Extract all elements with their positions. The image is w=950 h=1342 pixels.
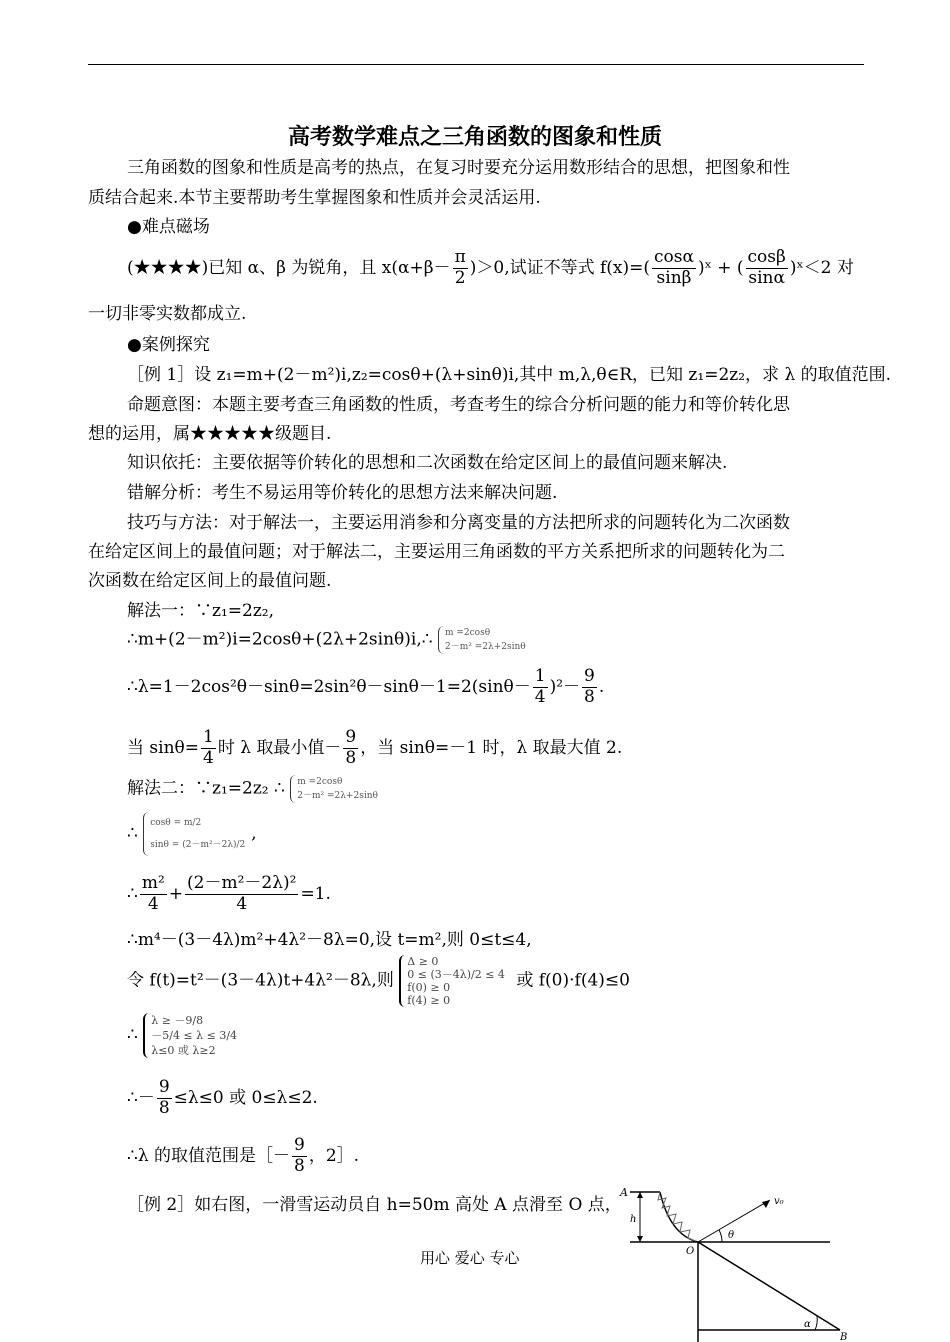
frac-num: 9 <box>158 1077 170 1098</box>
one-quarter <box>533 667 548 707</box>
solution-2-line-3: ∴ $\frac{\text{m²}}{4}$ + $\frac{\text{(2－m²－2λ)²}}{4}$ =1. <box>127 873 331 914</box>
solution-2-line-8 <box>127 1134 359 1178</box>
text: ，当 sinθ=－1 时，λ 取最大值 2. <box>360 738 623 758</box>
text: 或 f(0)·f(4)≤0 <box>516 970 630 991</box>
solution-2-line-6 <box>127 1013 243 1058</box>
equation-system <box>143 812 251 856</box>
solution-2-line-4: ∴m⁴－(3－4λ)m²+4λ²－8λ=0,设 t=m²,则 0≤t≤4, <box>127 930 532 950</box>
condition-system <box>143 1013 243 1058</box>
sys-row: f(0) ≥ 0 <box>407 981 451 994</box>
frac-den: 4 <box>147 894 159 914</box>
frac-num: cosα <box>654 247 694 268</box>
theta-arc <box>719 1230 722 1242</box>
frac-num: 1 <box>203 727 214 748</box>
solution-1-line-2 <box>127 626 532 654</box>
sys-row: m =2cosθ <box>444 628 491 638</box>
nine-eighths <box>292 1136 307 1176</box>
label-theta: θ <box>728 1230 735 1241</box>
frac-num: (2－m²－2λ)² <box>187 873 297 894</box>
sys-row: Δ ≥ 0 <box>407 955 439 968</box>
solution-2-line-2: ∴ cosθ = m/2 sinθ = (2－m²－2λ)/2, <box>127 812 257 856</box>
m2-over-4 <box>140 874 167 914</box>
problem-tail: 一切非零实数都成立. <box>88 304 247 324</box>
frac-den: 4 <box>534 687 546 707</box>
arrow-head <box>637 1236 643 1242</box>
frac-num: 9 <box>294 1135 305 1156</box>
problem-statement <box>127 246 854 290</box>
landing-slope <box>698 1242 840 1330</box>
header-rule <box>88 64 864 65</box>
intro-line-2: 质结合起来.本节主要帮助考生掌握图象和性质并会灵活运用. <box>88 188 541 208</box>
nine-eighths <box>157 1078 172 1118</box>
sys-row: 2－m² =2λ+2sinθ <box>444 642 526 652</box>
frac-den: 8 <box>584 687 595 707</box>
example-1: ［例 1］设 z₁=m+(2－m²)i,z₂=cosθ+(λ+sinθ)i,其中 m,λ,θ∈R，已知 z₁=2z₂，求 λ 的取值范围. <box>127 365 892 385</box>
frac-num: 9 <box>584 666 595 687</box>
lambda-expression-b: )²－ <box>549 677 581 697</box>
text: ∴－ <box>127 1088 155 1108</box>
text: ，2］. <box>308 1146 360 1166</box>
page-title: 高考数学难点之三角函数的图象和性质 <box>287 124 662 150</box>
cos-alpha-over-sin-beta <box>652 248 696 288</box>
sys-row: λ ≥ －9/8 <box>151 1014 204 1027</box>
section-heading-difficulty: ●难点磁场 <box>127 217 210 237</box>
alpha-arc <box>815 1316 817 1330</box>
label-alpha: α <box>804 1319 811 1330</box>
problem-text-c: )ˣ + ( <box>698 258 744 278</box>
solution-1-text: ∴m+(2－m²)i=2cosθ+(2λ+2sinθ)i,∴ <box>127 629 433 650</box>
slope-hatching <box>658 1192 698 1242</box>
text: ≤λ≤0 或 0≤λ≤2. <box>173 1088 318 1108</box>
label-v0: v₀ <box>774 1196 784 1207</box>
solution-2-line-7 <box>127 1076 318 1120</box>
frac-den: sinα <box>748 268 785 288</box>
problem-text-d: )ˣ＜2 对 <box>789 258 854 278</box>
label-O: O <box>686 1246 695 1257</box>
text: 当 sinθ= <box>127 738 199 758</box>
text: 时 λ 取最小值－ <box>217 738 342 758</box>
example-2: ［例 2］如右图，一滑雪运动员自 h=50m 高处 A 点滑至 O 点， <box>127 1195 622 1215</box>
frac-den: 2 <box>454 268 466 288</box>
frac-num: cosβ <box>747 247 786 268</box>
sys-row: m =2cosθ <box>297 777 343 787</box>
problem-text-a: (★★★★)已知 α、β 为锐角，且 x(α+β－ <box>127 258 451 278</box>
frac-den: sinβ <box>656 268 692 288</box>
condition-system <box>399 955 511 1007</box>
frac-num: π <box>454 247 466 268</box>
intent-line-1: 命题意图：本题主要考查三角函数的性质，考查考生的综合分析问题的能力和等价转化思 <box>127 395 790 415</box>
solution-2-line-5 <box>127 955 630 1007</box>
expr-over-4 <box>185 874 298 914</box>
therefore: ∴ <box>127 823 138 844</box>
solution-1-line-1: 解法一：∵z₁=2z₂, <box>127 601 275 621</box>
lambda-expression: ∴λ=1－2cos²θ－sinθ=2sin²θ－sinθ－1=2(sinθ－ <box>127 677 531 697</box>
skill-line-1: 技巧与方法：对于解法一，主要运用消参和分离变量的方法把所求的问题转化为二次函数 <box>127 513 790 533</box>
frac-num: 9 <box>345 727 357 748</box>
skill-line-2: 在给定区间上的最值问题；对于解法二，主要运用三角函数的平方关系把所求的问题转化为二 <box>88 542 785 562</box>
frac-den: 8 <box>345 748 357 768</box>
label-B: B <box>840 1332 848 1342</box>
sys-row: －5/4 ≤ λ ≤ 3/4 <box>151 1029 238 1042</box>
solution-2-text: 解法二：∵z₁=2z₂ ∴ <box>127 778 285 799</box>
intro-line-1: 三角函数的图象和性质是高考的热点，在复习时要充分运用数形结合的思想，把图象和性 <box>127 158 790 178</box>
error-analysis: 错解分析：考生不易运用等价转化的思想方法来解决问题. <box>127 483 558 503</box>
frac-den: 4 <box>203 748 214 768</box>
cos-beta-over-sin-alpha <box>746 248 788 288</box>
nine-eighths <box>582 667 597 707</box>
sys-row: 2－m² =2λ+2sinθ <box>297 791 378 801</box>
page-footer: 用心 爱心 专心 <box>420 1249 520 1267</box>
frac-den: 8 <box>158 1098 170 1118</box>
equation-system <box>438 626 532 654</box>
pi-over-2 <box>453 248 468 288</box>
therefore: ∴ <box>127 1025 138 1045</box>
equation-system <box>290 775 384 803</box>
section-heading-cases: ●案例探究 <box>127 335 210 355</box>
one-quarter <box>201 728 216 768</box>
frac-num: m² <box>141 873 165 894</box>
frac-num: 1 <box>534 666 546 687</box>
solution-1-line-3: ∴λ=1－2cos²θ－sinθ=2sin²θ－sinθ－1=2(sinθ－ $\frac{1}{4}$ )²－ $\frac{9}{8}$ . <box>127 666 605 707</box>
text: 令 f(t)=t²－(3－4λ)t+4λ²－8λ,则 <box>127 970 394 991</box>
frac-den: 8 <box>294 1156 305 1176</box>
ski-jump-figure <box>610 1180 850 1342</box>
sys-row: λ≤0 或 λ≥2 <box>151 1044 216 1057</box>
sys-row: sinθ = (2－m²－2λ)/2 <box>150 840 246 850</box>
frac-den: 4 <box>236 894 248 914</box>
therefore: ∴ <box>127 884 138 904</box>
solution-2-line-1 <box>127 775 384 803</box>
sys-row: cosθ = m/2 <box>150 818 202 828</box>
nine-eighths <box>343 728 358 768</box>
sys-row: 0 ≤ (3－4λ)/2 ≤ 4 <box>407 968 505 981</box>
text: ∴λ 的取值范围是［－ <box>127 1146 290 1166</box>
skill-line-3: 次函数在给定区间上的最值问题. <box>88 571 332 591</box>
arrow-head <box>637 1192 643 1198</box>
label-h: h <box>630 1214 637 1225</box>
solution-1-line-4 <box>127 726 622 770</box>
problem-text-b: )＞0,试证不等式 f(x)=( <box>469 258 651 278</box>
text: =1. <box>300 884 331 904</box>
knowledge-basis: 知识依托：主要依据等价转化的思想和二次函数在给定区间上的最值问题来解决. <box>127 453 728 473</box>
intent-line-2: 想的运用，属★★★★★级题目. <box>88 424 332 444</box>
sys-row: f(4) ≥ 0 <box>407 994 451 1007</box>
label-A: A <box>620 1186 628 1199</box>
